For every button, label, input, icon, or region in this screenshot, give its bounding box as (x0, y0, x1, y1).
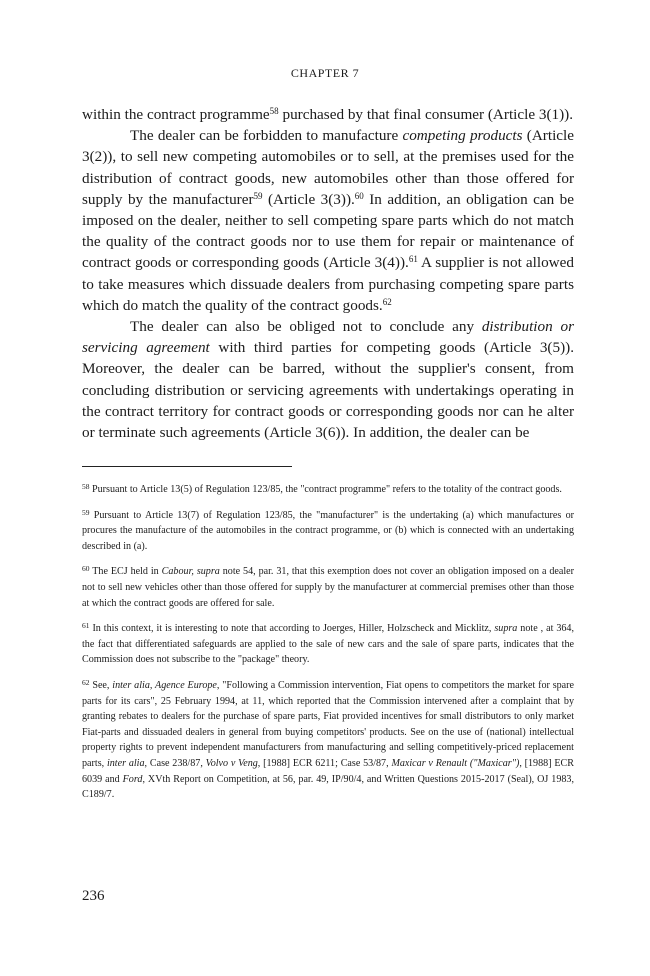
footnote (82, 564, 574, 611)
text-run: , Case 238/87, (144, 757, 206, 769)
footnote-reference: 59 (253, 190, 263, 201)
italic-text: Maxicar v Renault ("Maxicar") (391, 757, 520, 769)
text-run: , XVth Report on Competition, at 56, par. 49, IP/90/4, and Written Questions 2015-2017 (Seal), OJ 1983, C189/7. (82, 773, 574, 801)
italic-text: Ford (122, 773, 143, 785)
text-run: , [1988] ECR 6211; Case 53/87, (257, 757, 392, 769)
text-run: (Article 3(3)). (262, 190, 355, 208)
running-head: CHAPTER 7 (290, 66, 360, 80)
body-paragraph (82, 125, 574, 316)
text-run: within the contract programme (82, 106, 270, 123)
text-run: The dealer can also be obliged not to conclude any (130, 318, 482, 336)
text-run: In addition, an obligation can be imposed on the dealer, neither to sell competing spare parts which do not match the quality of the contract goods nor to use them for repair or maintenance of contract goods or corresponding goods (Article 3(4)). (82, 190, 574, 272)
text-run: In this context, it is interesting to note that according to Joerges, Hiller, Holzscheck and Micklitz, (89, 623, 495, 635)
footnotes (82, 482, 574, 813)
footnote (82, 508, 574, 555)
italic-text: Cabour, supra (161, 566, 220, 578)
italic-text: Volvo v Veng (205, 757, 258, 769)
body-text (82, 104, 574, 443)
footnote-reference: 61 (408, 254, 418, 265)
footnote (82, 482, 574, 498)
footnote-number: 59 (82, 507, 90, 517)
text-run: , [1988] ECR 6039 and (82, 757, 574, 785)
text-run: Pursuant to Article 13(7) of Regulation 123/85, the "manufacturer" is the undertaking (a) which manufactures or procures the manufacture of the automobiles in the contract programme, or (b) which is connected with an undertaking described in (a). (82, 509, 574, 552)
footnote-reference: 62 (382, 296, 392, 307)
text-run: with third parties for competing goods (Article 3(5)). Moreover, the dealer can be barred, without the supplier's consent, from concluding distribution or servicing agreements with undertakings operating in the contract territory for contract goods or corresponding goods nor can he alter or terminate such agreements (Article 3(6)). In addition, the dealer can be (82, 339, 574, 442)
text-run: Pursuant to Article 13(5) of Regulation 123/85, the "contract programme" refers to the totality of the contract goods. (89, 484, 562, 495)
page-number: 236 (82, 888, 105, 904)
italic-text: distribution or servicing agreement (82, 318, 574, 357)
body-paragraph (82, 104, 574, 125)
italic-text: supra (494, 623, 518, 635)
text-run: note 54, par. 31, that this exemption does not cover an obligation imposed on a dealer not to sell new vehicles other than those offered for supply by the manufacturer at commercial premises other than those at which the contract goods are offered for sale. (82, 566, 574, 609)
text-run: note , at 364, the fact that differentiated safeguards are applied to the sale of new cars and the sale of spare parts, indicates that the Commission does not subscribe to the "package" theory. (82, 623, 574, 666)
text-run: The ECJ held in (89, 566, 162, 578)
footnote-separator-rule (82, 466, 292, 467)
text-run: A supplier is not allowed to take measures which dissuade dealers from purchasing competing spare parts which do match the quality of the contract goods. (82, 254, 574, 314)
footnote-number: 58 (82, 482, 90, 491)
footnote (82, 678, 574, 803)
footnote-number: 60 (82, 564, 90, 574)
text-run: purchased by that final consumer (Article 3(1)). (278, 106, 574, 123)
text-run: (Article 3(2)), to sell new competing automobiles or to sell, at the premises used for the distribution of contract goods, new automobiles other than those offered for supply by the manufacturer (82, 127, 574, 208)
footnote-number: 62 (82, 677, 90, 687)
italic-text: inter alia, Agence Europe (112, 679, 217, 691)
body-paragraph (82, 316, 574, 443)
footnote-reference: 60 (354, 190, 364, 201)
footnote-number: 61 (82, 621, 90, 631)
text-run: The dealer can be forbidden to manufacture (130, 127, 403, 145)
italic-text: inter alia (106, 757, 145, 769)
footnote-reference: 58 (269, 106, 279, 116)
text-run: , "Following a Commission intervention, Fiat opens to competitors the market for spare parts for its cars", 25 February 1994, at 11, which reported that the Commission intervened after a complaint that by granting rebates to dealers for the purchase of spare parts, Fiat provided incentives for small distributors to only market Fiat-parts and dissuaded dealers in general from buying competitors' products. See on the use of (national) intellectual property rights to prevent independent manufacturers from manufacturing and selling competitively-priced replacement parts, (82, 679, 574, 769)
text-run: See, (89, 679, 113, 691)
footnote (82, 621, 574, 668)
italic-text: competing products (402, 127, 523, 145)
